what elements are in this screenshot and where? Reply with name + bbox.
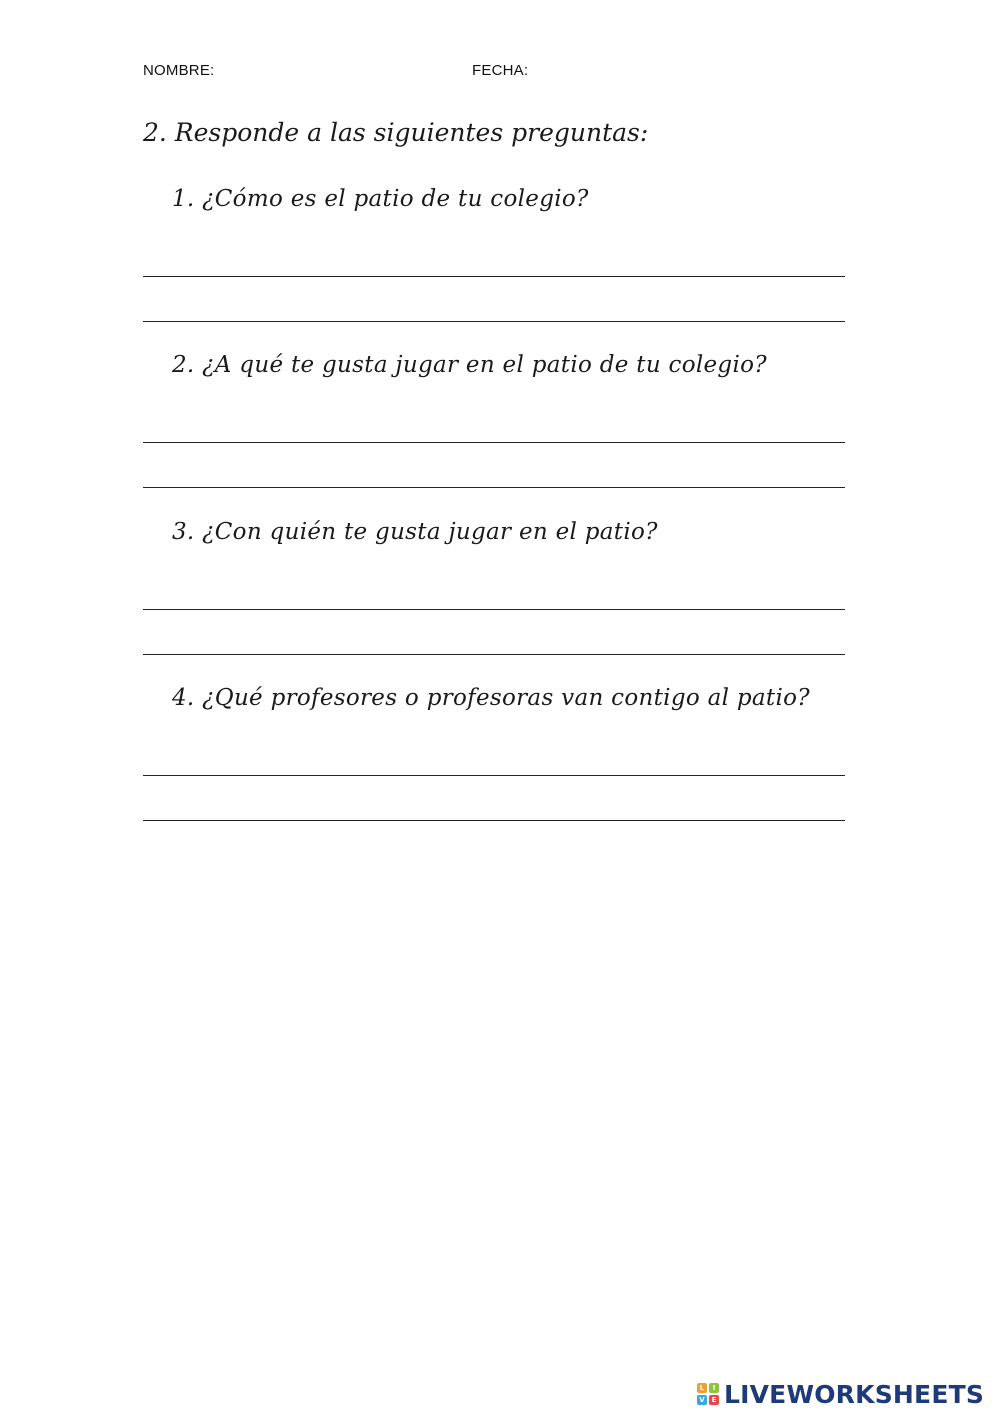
answer-line-4a[interactable]: [143, 775, 845, 776]
question-2: 2. ¿A qué te gusta jugar en el patio de tu colegio?: [172, 352, 767, 378]
logo-tile: I: [709, 1383, 719, 1393]
logo-tile: E: [709, 1395, 719, 1405]
date-label: FECHA:: [472, 62, 529, 79]
name-label: NOMBRE:: [143, 62, 215, 79]
answer-line-3b[interactable]: [143, 654, 845, 655]
liveworksheets-brand[interactable]: [697, 1378, 984, 1410]
logo-tile: V: [697, 1395, 707, 1405]
answer-line-3a[interactable]: [143, 609, 845, 610]
answer-line-4b[interactable]: [143, 820, 845, 821]
answer-line-1a[interactable]: [143, 276, 845, 277]
answer-line-1b[interactable]: [143, 321, 845, 322]
liveworksheets-logo-icon: [697, 1383, 719, 1405]
answer-line-2a[interactable]: [143, 442, 845, 443]
question-4: 4. ¿Qué profesores o profesoras van contigo al patio?: [172, 685, 810, 711]
answer-line-2b[interactable]: [143, 487, 845, 488]
logo-tile: L: [697, 1383, 707, 1393]
question-1: 1. ¿Cómo es el patio de tu colegio?: [172, 186, 589, 212]
brand-text: LIVEWORKSHEETS: [724, 1379, 985, 1409]
question-3: 3. ¿Con quién te gusta jugar en el patio?: [172, 519, 658, 545]
exercise-title: 2. Responde a las siguientes preguntas:: [143, 118, 649, 147]
